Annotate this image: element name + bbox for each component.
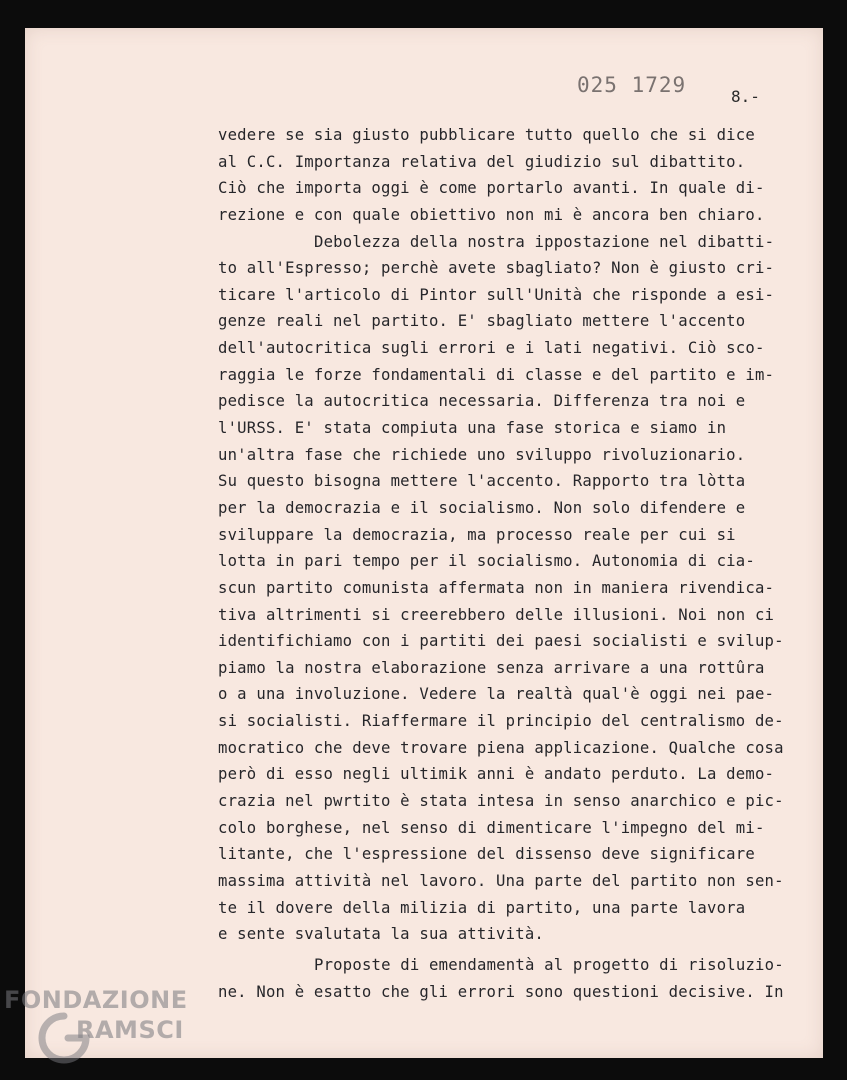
text-line: crazia nel pwrtito è stata intesa in senso anarchico e pic- [218, 792, 784, 811]
text-line: e sente svalutata la sua attività. [218, 925, 544, 944]
text-line: un'altra fase che richiede uno sviluppo rivoluzionario. [218, 445, 746, 464]
text-line: pedisce la autocritica necessaria. Differenza tra noi e [218, 392, 746, 411]
text-line: ticare l'articolo di Pintor sull'Unità che risponde a esi- [218, 285, 775, 304]
text-line: però di esso negli ultimik anni è andato perduto. La demo- [218, 765, 775, 784]
text-line: vedere se sia giusto pubblicare tutto quello che si dice [218, 126, 755, 144]
text-line: piamo la nostra elaborazione senza arrivare a una rottûra [218, 658, 765, 677]
text-line: dell'autocritica sugli errori e i lati negativi. Ciò sco- [218, 339, 765, 358]
watermark-line-2: RAMSCI [76, 1016, 184, 1044]
text-line: o a una involuzione. Vedere la realtà qual'è oggi nei pae- [218, 685, 775, 704]
text-line: si socialisti. Riaffermare il principio del centralismo de- [218, 712, 784, 731]
text-line: Su questo bisogna mettere l'accento. Rapporto tra lòtta [218, 472, 746, 491]
text-line: al C.C. Importanza relativa del giudizio sul dibattito. [218, 152, 746, 171]
text-line: lotta in pari tempo per il socialismo. Autonomia di cia- [218, 552, 755, 571]
text-line: te il dovere della milizia di partito, una parte lavora [218, 898, 746, 917]
text-line: genze reali nel partito. E' sbagliato mettere l'accento [218, 312, 746, 331]
text-line: raggia le forze fondamentali di classe e del partito e im- [218, 365, 775, 384]
typed-text-body [218, 122, 784, 1005]
text-line: massima attività nel lavoro. Una parte del partito non sen- [218, 871, 784, 890]
text-line: scun partito comunista affermata non in maniera rivendica- [218, 578, 775, 597]
text-line: litante, che l'espressione del dissenso deve significare [218, 845, 755, 864]
text-line: per la democrazia e il socialismo. Non solo difendere e [218, 498, 746, 517]
text-line: to all'Espresso; perchè avete sbagliato? Non è giusto cri- [218, 259, 775, 278]
text-line: ne. Non è esatto che gli errori sono questioni decisive. In [218, 982, 784, 1001]
text-line: l'URSS. E' stata compiuta una fase storica e siamo in [218, 419, 727, 438]
text-line: colo borghese, nel senso di dimenticare l'impegno del mi- [218, 818, 765, 837]
page-number: 8.- [731, 87, 760, 106]
watermark-line-1: FONDAZIONE [4, 986, 188, 1014]
text-line: rezione e con quale obiettivo non mi è ancora ben chiaro. [218, 205, 765, 224]
text-line: identifichiamo con i partiti dei paesi socialisti e svilup- [218, 632, 784, 651]
text-line: sviluppare la democrazia, ma processo reale per cui si [218, 525, 736, 544]
text-line: tiva altrimenti si creerebbero delle illusioni. Noi non ci [218, 605, 775, 624]
text-line: mocratico che deve trovare piena applicazione. Qualche cosa [218, 738, 784, 757]
text-line: Proposte di emendamentà al progetto di risoluzio- [314, 955, 784, 974]
archive-number: 025 1729 [577, 73, 687, 97]
text-line: Ciò che importa oggi è come portarlo avanti. In quale di- [218, 179, 765, 198]
fondazione-gramsci-watermark [4, 986, 214, 1076]
text-line: Debolezza della nostra ippostazione nel dibatti- [314, 232, 775, 251]
